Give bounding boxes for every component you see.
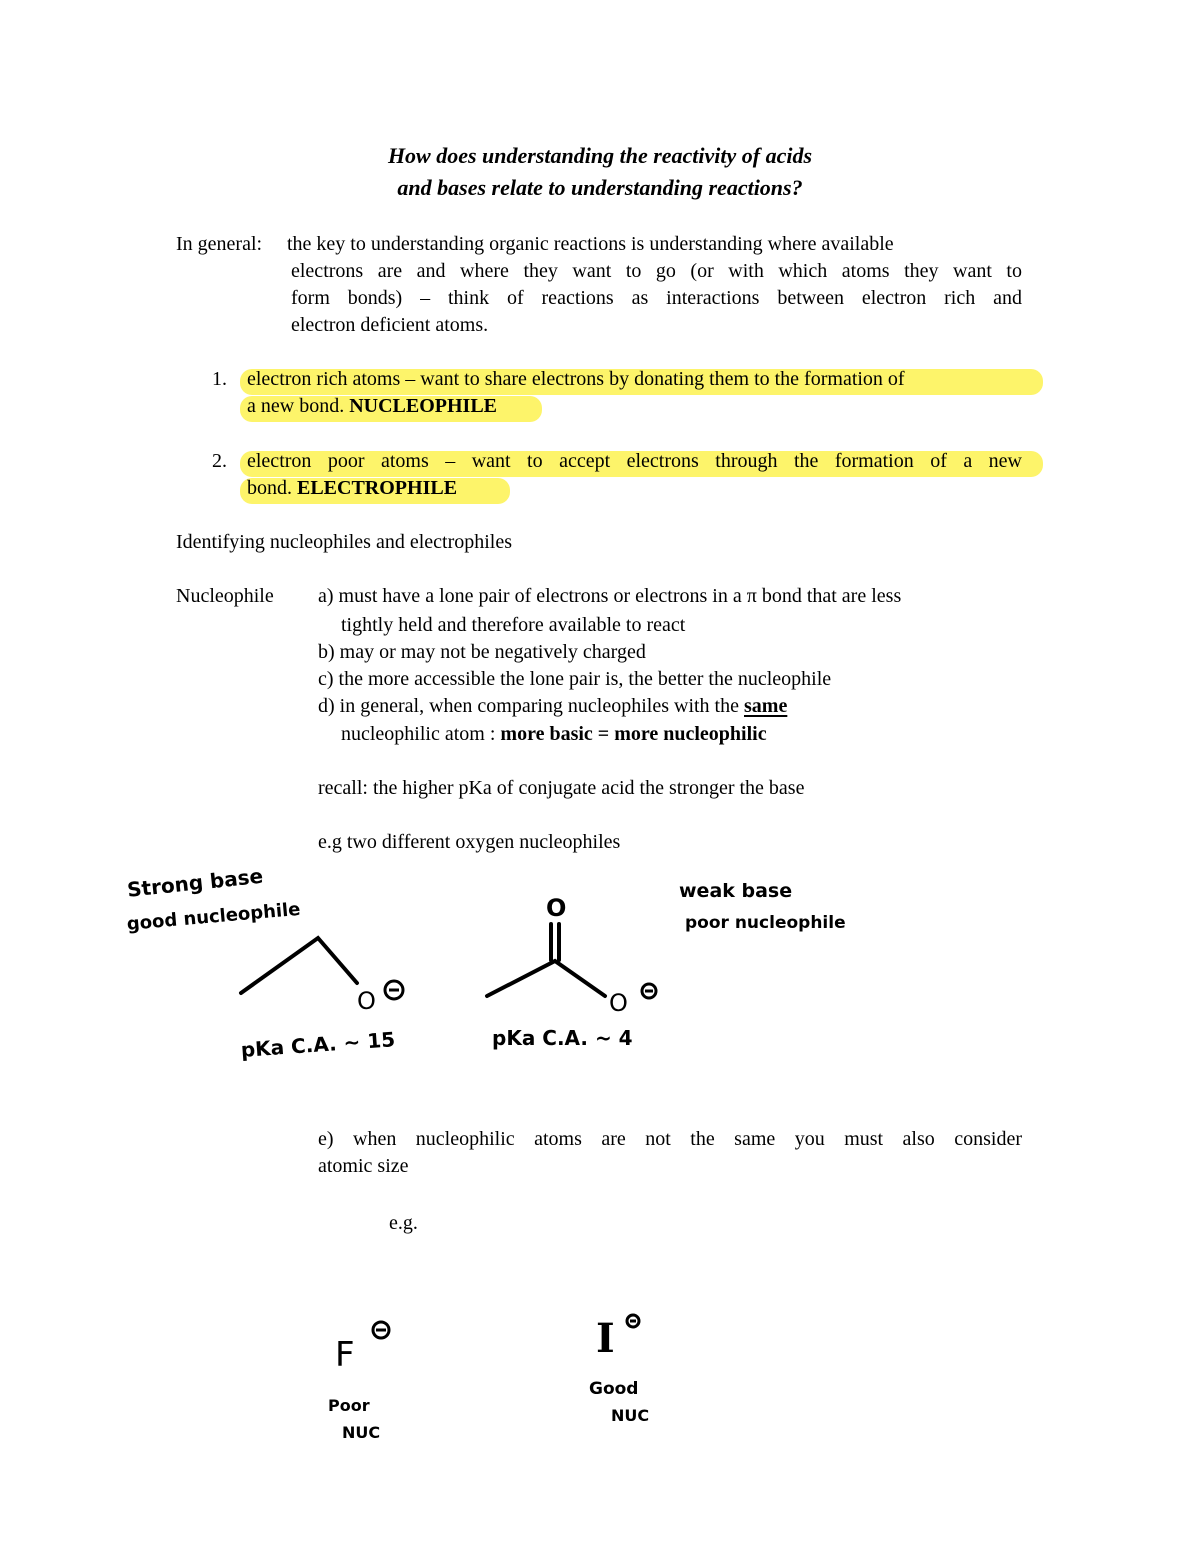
- page-title-line-2: and bases relate to understanding reactions?: [397, 175, 803, 200]
- intro-line-2: electrons are and where they want to go (or with which atoms they want to: [291, 260, 1022, 282]
- pka-ethoxide-note: pKa C.A. ~ 15: [240, 1027, 396, 1062]
- intro-lead: In general:: [176, 233, 263, 255]
- iodide-symbol: I: [596, 1315, 615, 1362]
- list-item-2-text: bond.: [247, 477, 292, 499]
- good-nucleophile-note: good nucleophile: [126, 898, 302, 935]
- example-heading: e.g two different oxygen nucleophiles: [318, 831, 621, 853]
- ethoxide-oxygen: O: [357, 987, 376, 1015]
- poor-nuc-note-1: Poor: [328, 1396, 370, 1415]
- list-item-2-number: 2.: [212, 450, 227, 472]
- ethoxide-bonds: [241, 938, 357, 993]
- same-term: same: [744, 695, 788, 717]
- criterion-d-text: d) in general, when comparing nucleophiles with the: [318, 695, 739, 717]
- weak-base-note: weak base: [679, 880, 793, 902]
- criterion-a-line-1: a) must have a lone pair of electrons or electrons in a π bond that are less: [318, 585, 902, 607]
- list-item-2-line-1: electron poor atoms – want to accept electrons through the formation of a new: [247, 450, 1022, 472]
- criterion-e-line-1: e) when nucleophilic atoms are not the same you must also consider: [318, 1128, 1022, 1150]
- example-label: e.g.: [389, 1212, 418, 1234]
- criterion-a-line-2: tightly held and therefore available to react: [341, 614, 686, 636]
- nucleophile-label: Nucleophile: [176, 585, 274, 607]
- page-title-line-1: How does understanding the reactivity of acids: [387, 143, 813, 168]
- good-nuc-note-1: Good: [589, 1379, 639, 1399]
- poor-nuc-note-2: NUC: [342, 1423, 381, 1442]
- intro-line-1: the key to understanding organic reactions is understanding where available: [287, 233, 894, 255]
- electrophile-term: ELECTROPHILE: [297, 477, 458, 499]
- criterion-d-line-2-text: nucleophilic atom :: [341, 723, 496, 745]
- list-item-1-number: 1.: [212, 368, 227, 390]
- basicity-rule: more basic = more nucleophilic: [500, 723, 767, 745]
- acetate-bonds: [487, 961, 605, 996]
- pka-acetate-note: pKa C.A. ~ 4: [492, 1026, 633, 1050]
- criterion-c: c) the more accessible the lone pair is, the better the nucleophile: [318, 668, 832, 690]
- fluoride-symbol: F: [335, 1335, 355, 1375]
- criterion-b: b) may or may not be negatively charged: [318, 641, 646, 663]
- nucleophile-term: NUCLEOPHILE: [349, 395, 498, 417]
- recall-note: recall: the higher pKa of conjugate acid the stronger the base: [318, 777, 805, 799]
- strong-base-note: Strong base: [126, 863, 265, 902]
- list-item-1-text: a new bond.: [247, 395, 345, 417]
- intro-line-4: electron deficient atoms.: [291, 314, 489, 336]
- good-nuc-note-2: NUC: [611, 1406, 650, 1425]
- intro-line-3: form bonds) – think of reactions as interactions between electron rich and: [291, 287, 1022, 309]
- acetate-oxygen: O: [609, 989, 628, 1017]
- list-item-1-line-1: electron rich atoms – want to share electrons by donating them to the formation of: [247, 368, 905, 390]
- section-heading: Identifying nucleophiles and electrophiles: [176, 531, 513, 553]
- criterion-e-line-2: atomic size: [318, 1155, 409, 1177]
- poor-nucleophile-note: poor nucleophile: [685, 913, 846, 933]
- carbonyl-oxygen: O: [546, 894, 567, 922]
